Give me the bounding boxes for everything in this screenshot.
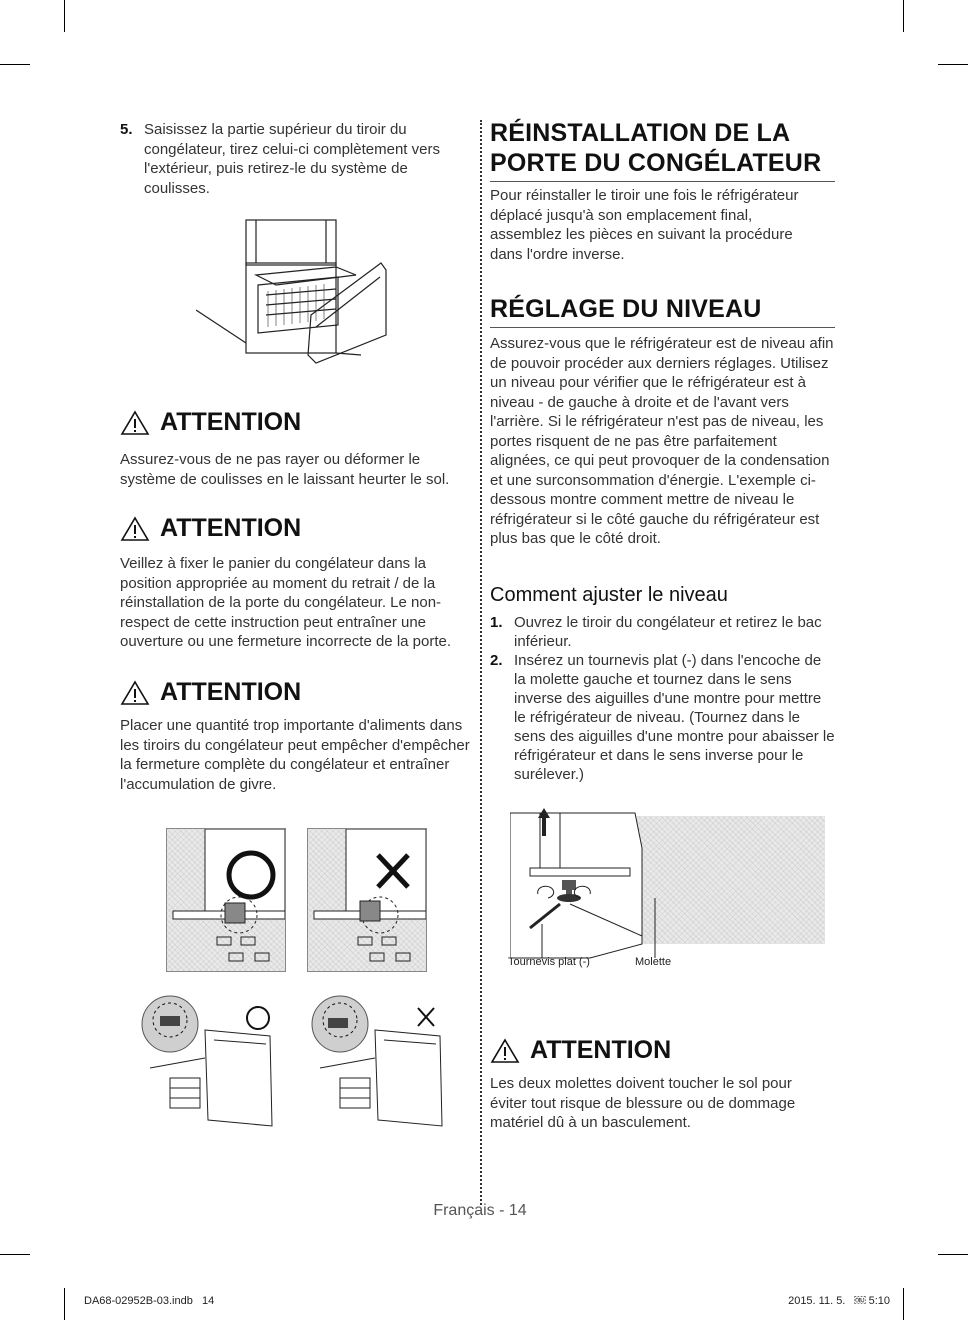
reinstall-title-line1: RÉINSTALLATION DE LA bbox=[490, 119, 791, 147]
attention-title: ATTENTION bbox=[160, 514, 302, 542]
reinstall-title-line2: PORTE DU CONGÉLATEUR bbox=[490, 149, 822, 177]
basket-correct-illustration bbox=[166, 828, 286, 972]
warning-triangle-icon bbox=[490, 1038, 520, 1064]
step-number: 2. bbox=[490, 652, 503, 669]
reinstall-section bbox=[490, 118, 835, 178]
warning-triangle-icon bbox=[120, 516, 150, 542]
attention-text-1: Assurez-vous de ne pas rayer ou déformer le système de coulisses en le laissant heurter le sol. bbox=[120, 451, 450, 488]
warning-triangle-icon bbox=[120, 680, 150, 706]
footer-file: DA68-02952B-03.indb 14 bbox=[84, 1295, 215, 1307]
footer-date: 2015. 11. 5. ￼ 5:10 bbox=[788, 1295, 890, 1307]
attention-title: ATTENTION bbox=[530, 1036, 672, 1064]
warning-triangle-icon bbox=[120, 410, 150, 436]
basket-incorrect-drawing bbox=[308, 829, 426, 971]
attention-heading-2 bbox=[120, 514, 301, 543]
crop-mark bbox=[0, 1254, 30, 1255]
door-basket-correct-illustration bbox=[130, 988, 280, 1128]
attention-text-2: Veillez à fixer le panier du congélateur dans la position appropriée au moment du retrait / de la réinstallation de la porte du congélateur. Le non-respect de cette instruction peut entraîner une ouverture ou une fermeture incorrecte de la porte. bbox=[120, 555, 452, 650]
leveling-drawing bbox=[510, 808, 830, 973]
attention-title: ATTENTION bbox=[160, 408, 302, 436]
howto-steps bbox=[490, 613, 835, 784]
crop-mark bbox=[64, 1288, 65, 1320]
reinstall-text: Pour réinstaller le tiroir une fois le réfrigérateur déplacé jusqu'à son emplacement final, assemblez les pièces en suivant la procédure dans l'ordre inverse. bbox=[490, 187, 799, 263]
attention-heading-3 bbox=[120, 678, 301, 707]
leveling-illustration bbox=[510, 808, 830, 973]
attention-text-3: Placer une quantité trop importante d'aliments dans les tiroirs du congélateur peut empêcher d'empêcher la fermeture complète du congélateur et entraîner l'accumulation de givre. bbox=[120, 717, 470, 793]
attention-text-4: Les deux molettes doivent toucher le sol pour éviter tout risque de blessure ou de dommage matériel dû à un basculement. bbox=[490, 1075, 796, 1131]
howto-step bbox=[490, 651, 835, 784]
attention-heading-4 bbox=[490, 1036, 671, 1065]
attention-heading-1 bbox=[120, 408, 301, 437]
step-text: Insérez un tournevis plat (-) dans l'encoche de la molette gauche et tournez dans le sens inverse des aiguilles d'une montre pour mettre le réfrigérateur de niveau. (Tournez dans le sens des aiguilles d'une montre pour abaisser le réfrigérateur et dans le sens inverse pour le surélever.) bbox=[514, 652, 835, 783]
basket-correct-drawing bbox=[167, 829, 285, 971]
crop-mark bbox=[938, 1254, 968, 1255]
wheel-label: Molette bbox=[635, 956, 672, 968]
door-basket-incorrect-illustration bbox=[300, 988, 450, 1128]
step-5 bbox=[120, 120, 450, 198]
section-rule bbox=[490, 181, 835, 182]
howto-title: Comment ajuster le niveau bbox=[490, 584, 728, 606]
column-divider bbox=[480, 120, 482, 1205]
section-rule bbox=[490, 327, 835, 328]
crop-mark bbox=[938, 64, 968, 65]
howto-step bbox=[490, 613, 835, 651]
crop-mark bbox=[903, 0, 904, 32]
attention-title: ATTENTION bbox=[160, 678, 302, 706]
step-number: 5. bbox=[120, 121, 133, 138]
crop-mark bbox=[0, 64, 30, 65]
leveling-text: Assurez-vous que le réfrigérateur est de niveau afin de pouvoir procéder aux derniers réglages. Utilisez un niveau pour vérifier que le réfrigérateur est à niveau - de gauche à droite et de l'avant vers l'arrière. Si le réfrigérateur n'est pas de niveau, les portes risquent de ne pas être parfaitement alignées, ce qui peut provoquer de la condensation et une surconsommation d'énergie. L'exemple ci-dessous montre comment mettre de niveau le réfrigérateur si le côté gauche du réfrigérateur est plus bas que le côté droit. bbox=[490, 335, 834, 547]
leveling-title: RÉGLAGE DU NIVEAU bbox=[490, 295, 762, 323]
basket-incorrect-illustration bbox=[307, 828, 427, 972]
step-text: Ouvrez le tiroir du congélateur et retirez le bac inférieur. bbox=[514, 614, 822, 650]
drawer-removal-illustration bbox=[196, 215, 392, 365]
step-number: 1. bbox=[490, 614, 503, 631]
page-number: Français - 14 bbox=[433, 1202, 527, 1219]
step-text: Saisissez la partie supérieur du tiroir du congélateur, tirez celui-ci complètement vers l'extérieur, puis retirez-le du système de coulisses. bbox=[144, 121, 440, 197]
screwdriver-label: Tournevis plat (-) bbox=[508, 956, 590, 968]
crop-mark bbox=[903, 1288, 904, 1320]
crop-mark bbox=[64, 0, 65, 32]
